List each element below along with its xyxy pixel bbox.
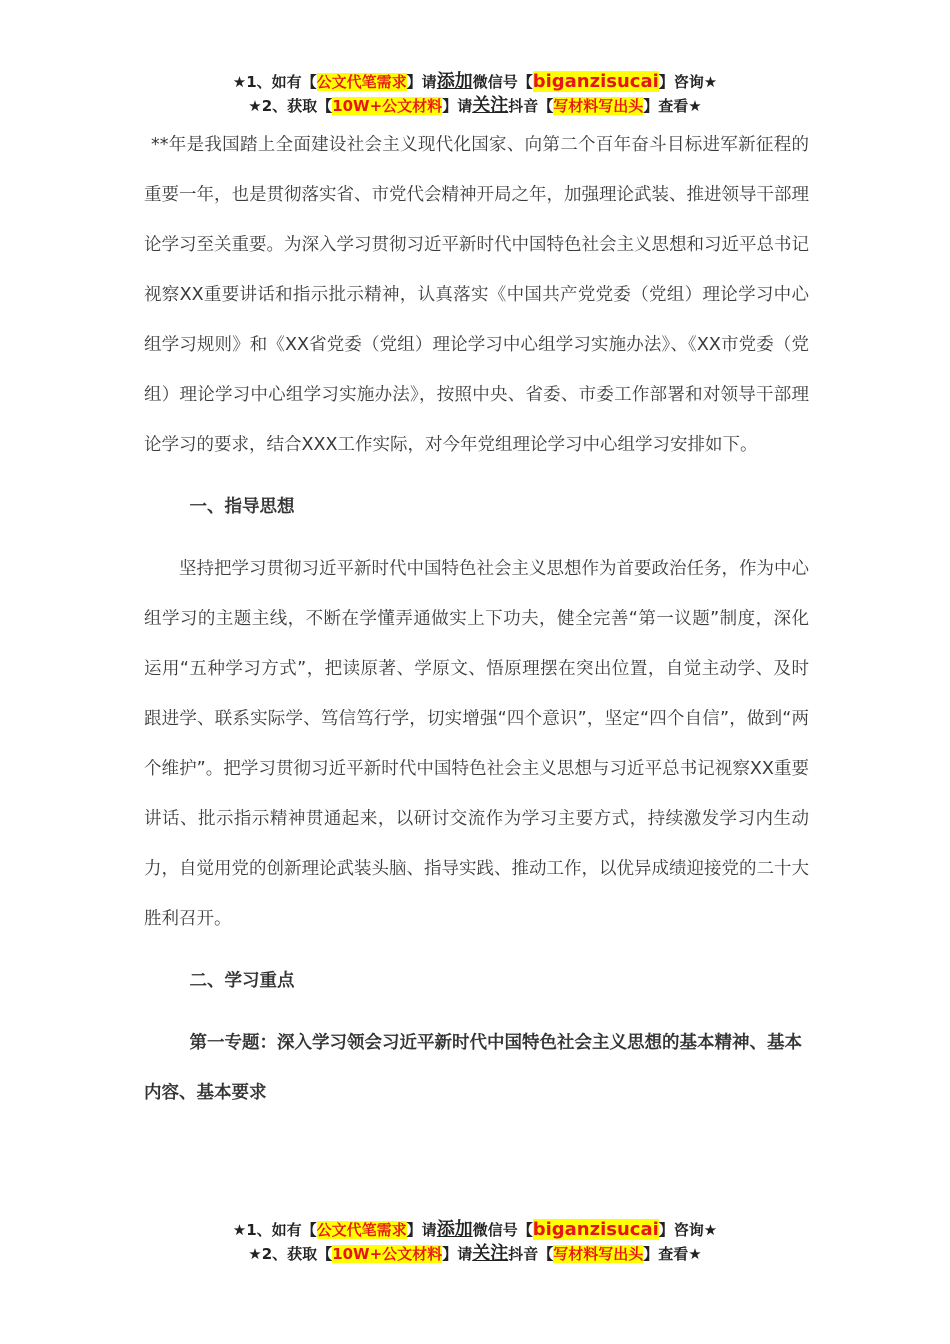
section-heading-study-focus: 二、学习重点 [189,971,295,991]
banner-line-1 [0,70,950,94]
banner-text: 微信号【 [472,1221,533,1239]
banner-text: ★2、获取【 [248,1245,333,1263]
banner-text: 抖音【 [508,1245,554,1263]
banner-text: 】查看★ [643,97,702,115]
banner-emphasis: 添加 [436,1219,473,1240]
banner-text: 抖音【 [508,97,554,115]
banner-text: 】咨询★ [658,1221,718,1239]
banner-emphasis: 关注 [472,1243,509,1264]
banner-text: 】请 [406,73,437,91]
banner-line-1 [0,1218,950,1242]
banner-text: 】请 [442,97,473,115]
banner-text: 】查看★ [643,1245,702,1263]
banner-emphasis: 关注 [472,95,509,116]
banner-text: 】请 [406,1221,437,1239]
banner-highlight: 10W+公文材料 [332,1245,443,1263]
header-banner [0,70,950,118]
footer-banner [0,1218,950,1266]
banner-text: 】咨询★ [658,73,718,91]
guiding-thought-paragraph: 坚持把学习贯彻习近平新时代中国特色社会主义思想作为首要政治任务，作为中心组学习的主题主线，不断在学懂弄通做实上下功夫，健全完善“第一议题”制度，深化运用“五种学习方式”，把读原著、学原文、悟原理摆在突出位置，自觉主动学、及时跟进学、联系实际学、笃信笃行学，切实增强“四个意识”，坚定“四个自信”，做到“两个维护”。把学习贯彻习近平新时代中国特色社会主义思想与习近平总书记视察XX重要讲话、批示指示精神贯通起来，以研讨交流作为学习主要方式，持续激发学习内生动力，自觉用党的创新理论武装头脑、指导实践、推动工作，以优异成绩迎接党的二十大胜利召开。 [144,559,809,929]
intro-paragraph: **年是我国踏上全面建设社会主义现代化国家、向第二个百年奋斗目标进军新征程的重要一年，也是贯彻落实省、市党代会精神开局之年，加强理论武装、推进领导干部理论学习至关重要。为深入学习贯彻习近平新时代中国特色社会主义思想和习近平总书记视察XX重要讲话和指示批示精神，认真落实《中国共产党党委（党组）理论学习中心组学习规则》和《XX省党委（党组）理论学习中心组学习实施办法》、《XX市党委（党组）理论学习中心组学习实施办法》，按照中央、省委、市委工作部署和对领导干部理论学习的要求，结合XXX工作实际，对今年党组理论学习中心组学习安排如下。 [144,135,809,455]
banner-emphasis: 添加 [436,71,473,92]
banner-line-2 [0,1242,950,1266]
banner-highlight-wechat: biganzisucai [532,71,659,92]
banner-text: ★1、如有【 [232,73,317,91]
banner-text: 微信号【 [472,73,533,91]
banner-highlight: 公文代笔需求 [316,73,407,91]
banner-line-2 [0,94,950,118]
banner-highlight: 10W+公文材料 [332,97,443,115]
topic-one-heading: 第一专题：深入学习领会习近平新时代中国特色社会主义思想的基本精神、基本内容、基本要求 [144,1033,802,1103]
section-heading-guiding-thought: 一、指导思想 [189,497,295,517]
banner-text: ★2、获取【 [248,97,333,115]
banner-highlight-wechat: biganzisucai [532,1219,659,1240]
banner-text: 】请 [442,1245,473,1263]
banner-text: ★1、如有【 [232,1221,317,1239]
banner-highlight-douyin: 写材料写出头 [553,97,644,115]
banner-highlight-douyin: 写材料写出头 [553,1245,644,1263]
document-body [144,120,809,1118]
banner-highlight: 公文代笔需求 [316,1221,407,1239]
